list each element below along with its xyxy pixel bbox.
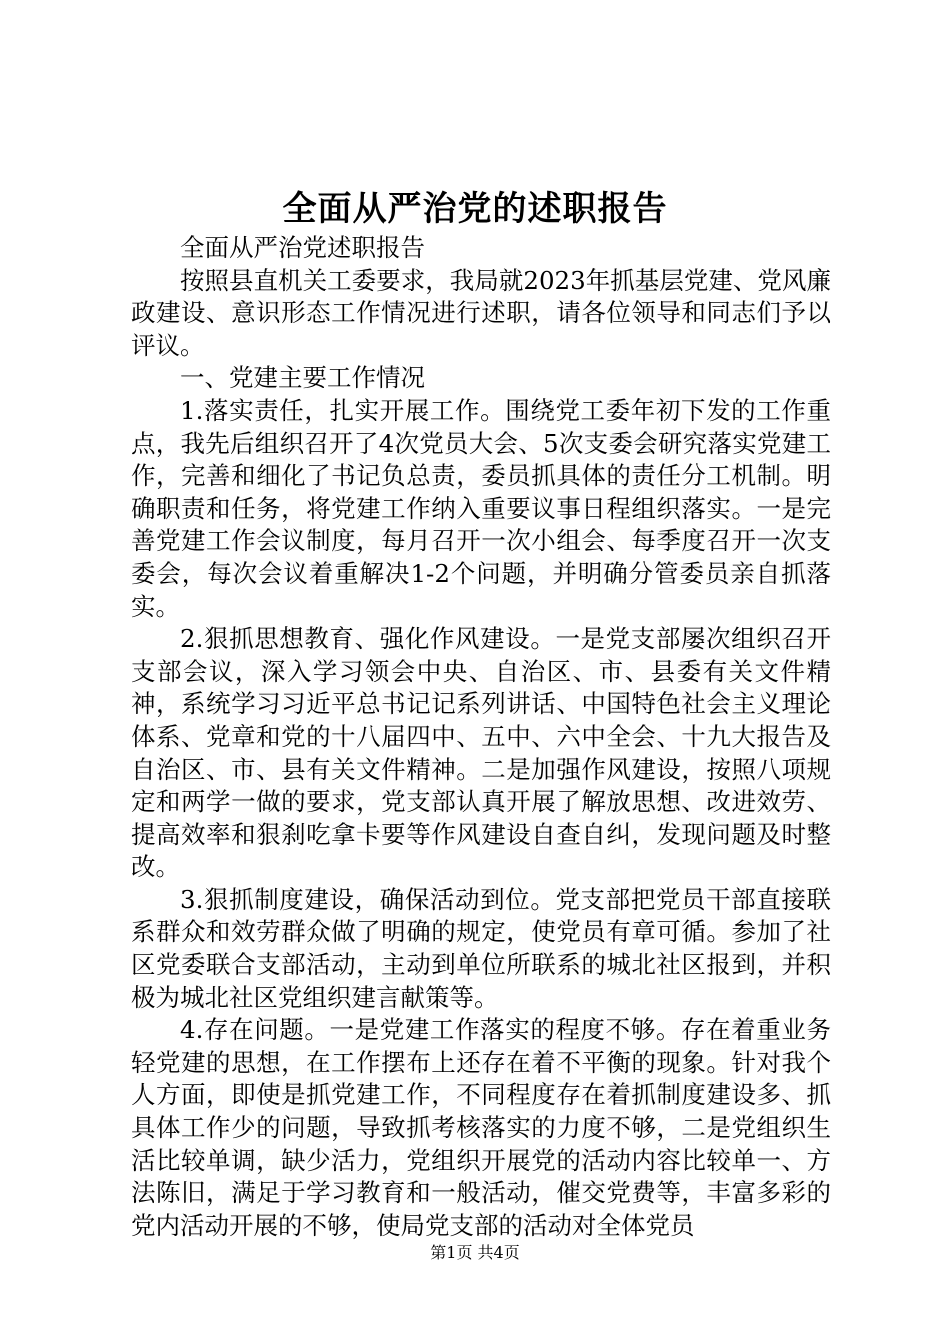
paragraph-item-3: 3.狠抓制度建设，确保活动到位。党支部把党员干部直接联系群众和效劳群众做了明确的规定，使党员有章可循。参加了社区党委联合支部活动，主动到单位所联系的城北社区报到，并积极为城北社区党组织建言献策等。 [131, 884, 831, 1012]
paragraph-item-1: 1.落实责任，扎实开展工作。围绕党工委年初下发的工作重点，我先后组织召开了4次党员大会、5次支委会研究落实党建工作，完善和细化了书记负总责，委员抓具体的责任分工机制。明确职责和任务，将党建工作纳入重要议事日程组织落实。一是完善党建工作会议制度，每月召开一次小组会、每季度召开一次支委会，每次会议着重解决1-2个问题，并明确分管委员亲自抓落实。 [131, 395, 831, 621]
paragraph-subtitle: 全面从严治党述职报告 [180, 233, 425, 262]
document-body [131, 232, 831, 1242]
paragraph-item-2: 2.狠抓思想教育、强化作风建设。一是党支部屡次组织召开支部会议，深入学习领会中央、自治区、市、县委有关文件精神，系统学习习近平总书记记系列讲话、中国特色社会主义理论体系、党章和党的十八届四中、五中、六中全会、十九大报告及自治区、市、县有关文件精神。二是加强作风建设，按照八项规定和两学一做的要求，党支部认真开展了解放思想、改进效劳、提高效率和狠刹吃拿卡要等作风建设自查自纠，发现问题及时整改。 [131, 624, 831, 882]
page-indicator: 第1页 共4页 [430, 1243, 520, 1262]
paragraph-intro: 按照县直机关工委要求，我局就2023年抓基层党建、党风廉政建设、意识形态工作情况进行述职，请各位领导和同志们予以评议。 [131, 265, 831, 360]
paragraph-item-4: 4.存在问题。一是党建工作落实的程度不够。存在着重业务轻党建的思想，在工作摆布上还存在着不平衡的现象。针对我个人方面，即使是抓党建工作，不同程度存在着抓制度建设多、抓具体工作少的问题，导致抓考核落实的力度不够，二是党组织生活比较单调，缺少活力，党组织开展党的活动内容比较单一、方法陈旧，满足于学习教育和一般活动，催交党费等，丰富多彩的党内活动开展的不够，使局党支部的活动对全体党员 [131, 1015, 831, 1240]
document-title: 全面从严治党的述职报告 [282, 189, 668, 229]
section-heading: 一、党建主要工作情况 [180, 363, 425, 393]
